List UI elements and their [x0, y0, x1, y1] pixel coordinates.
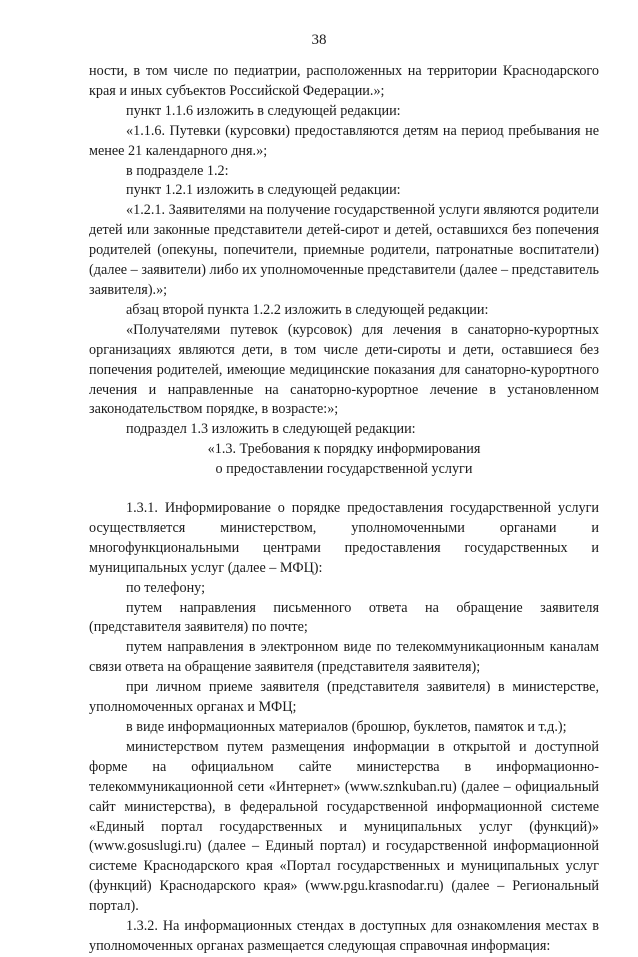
section-heading: «1.3. Требования к порядку информирования — [207, 441, 481, 458]
paragraph: при личном приеме заявителя (представителя заявителя) в министерстве, уполномоченных органах и МФЦ; — [89, 679, 599, 716]
paragraph: абзац второй пункта 1.2.2 изложить в следующей редакции: — [126, 301, 489, 318]
paragraph: ности, в том числе по педиатрии, расположенных на территории Краснодарского края и иных субъектов Российской Федерации.»; — [89, 63, 599, 99]
paragraph: министерством путем размещения информации в открытой и доступной форме на официальном сайте министерства в информационно-телекоммуникационной сети «Интернет» (www.sznkuban.ru) (далее – официальный сайт министерства), в федеральной государственной информационной системе «Единый портал государственных и муниципальных услуг (функций)» (www.gosuslugi.ru) (далее – Единый портал) и государственной информационной системе Краснодарского края «Портал государственных и муниципальных услуг (функций) Краснодарского края» (www.pgu.krasnodar.ru) (далее – Региональный портал). — [89, 738, 599, 915]
paragraph: пункт 1.2.1 изложить в следующей редакции: — [126, 182, 401, 199]
paragraph: в подразделе 1.2: — [126, 162, 229, 179]
paragraph: в виде информационных материалов (брошюр, буклетов, памяток и т.д.); — [126, 719, 567, 735]
paragraph: пункт 1.1.6 изложить в следующей редакции: — [126, 102, 401, 119]
document-body — [89, 62, 599, 957]
paragraph: «1.2.1. Заявителями на получение государственной услуги являются родители детей или законные представители детей-сирот и детей, оставшихся без попечения родителей (опекуны, попечители, приемные родители, патронатные воспитатели) (далее – заявители) либо их уполномоченные представители (далее – представитель заявителя).»; — [89, 202, 599, 298]
paragraph: по телефону; — [126, 579, 206, 596]
paragraph: путем направления в электронном виде по телекоммуникационным каналам связи ответа на обращение заявителя (представителя заявителя); — [89, 639, 599, 676]
section-heading: о предоставлении государственной услуги — [215, 461, 473, 478]
paragraph: подраздел 1.3 изложить в следующей редакции: — [126, 421, 416, 438]
paragraph: 1.3.2. На информационных стендах в доступных для ознакомления местах в уполномоченных органах размещается следующая справочная информация: — [89, 918, 599, 954]
paragraph: «Получателями путевок (курсовок) для лечения в санаторно-курортных организациях являются дети, в том числе дети-сироты и дети, оставшиеся без попечения родителей, имеющие медицинские показания для санаторно-курортного лечения и направленные на санаторно-курортное лечение в установленном законодательством порядке, в возрасте:»; — [89, 321, 599, 418]
paragraph: путем направления письменного ответа на обращение заявителя (представителя заявителя) по почте; — [89, 599, 599, 636]
paragraph: «1.1.6. Путевки (курсовки) предоставляются детям на период пребывания не менее 21 календарного дня.»; — [89, 122, 599, 159]
paragraph: 1.3.1. Информирование о порядке предоставления государственной услуги осуществляется министерством, уполномоченными органами и многофункциональными центрами предоставления государственных и муниципальных услуг (далее – МФЦ): — [89, 500, 599, 576]
page-number: 38 — [311, 32, 327, 48]
